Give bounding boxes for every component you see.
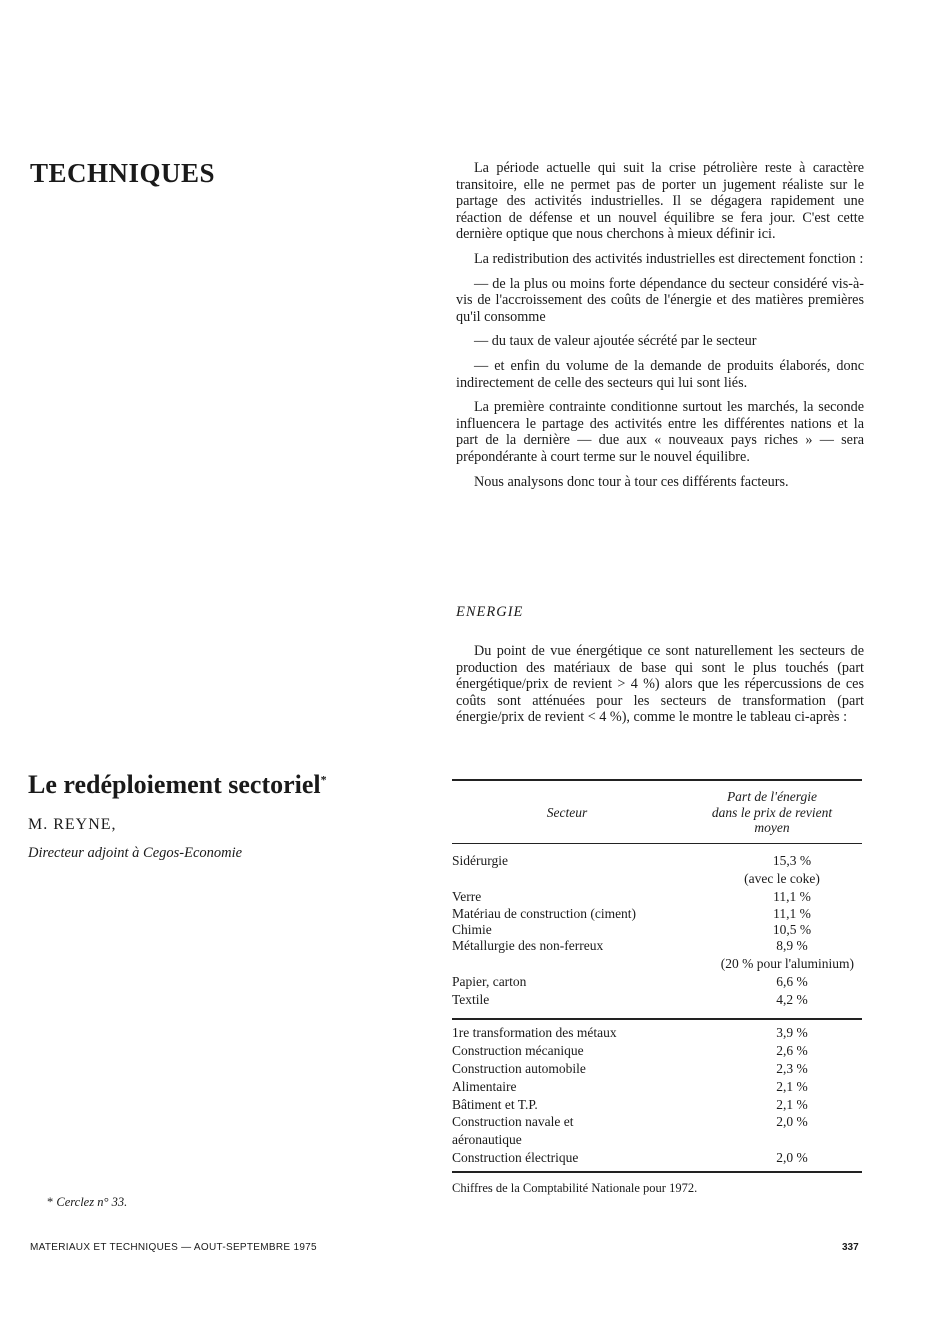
value-cell: 2,0 %: [776, 1114, 808, 1130]
sector-cell: Textile: [452, 991, 490, 1007]
value-note: (20 % pour l'aluminium): [720, 955, 854, 971]
intro-paragraph: — de la plus ou moins forte dépendance du secteur considéré vis-à-vis de l'accroissement des coûts de l'énergie et des matières premières qu'il consomme: [456, 275, 864, 325]
table-group-base-materials: [452, 844, 862, 1018]
sector-cell: Métallurgie des non-ferreux: [452, 938, 604, 954]
value-cell: 8,9 %: [776, 938, 808, 954]
sector-cell: Sidérurgie: [452, 853, 508, 868]
table-row: [452, 1149, 862, 1167]
sector-cell: Construction navale et aéronautique: [452, 1114, 574, 1148]
value-cell: 2,0 %: [776, 1149, 808, 1165]
intro-paragraph: La redistribution des activités industrielles est directement fonction :: [474, 250, 864, 267]
footnote: [47, 1195, 127, 1210]
header-energy-share: [682, 781, 862, 843]
energy-subheading: ENERGIE: [456, 604, 524, 620]
sector-cell: Construction automobile: [452, 1060, 586, 1076]
table-row: [452, 1096, 862, 1114]
intro-paragraph: La période actuelle qui suit la crise pétrolière reste à caractère transitoire, elle ne permet pas de porter un jugement réaliste sur le partage des activités industrielles. Il se dégagera rapidement une réaction de défense et un nouvel équilibre se fera jour. C'est cette dernière optique que nous cherchons à mieux définir ici.: [456, 160, 864, 243]
intro-paragraph: — et enfin du volume de la demande de produits élaborés, donc indirectement de celle des secteurs qui lui sont liés.: [456, 357, 864, 391]
header-share-line: moyen: [754, 820, 790, 835]
table-row: [452, 1113, 862, 1149]
value-cell: 11,1 %: [773, 906, 811, 922]
value-cell: 2,3 %: [776, 1060, 808, 1076]
value-cell: 2,6 %: [776, 1043, 808, 1059]
article-title-text: Le redéploiement sectoriel: [28, 770, 321, 799]
running-footer: MATERIAUX ET TECHNIQUES — AOUT-SEPTEMBRE 1975: [30, 1242, 317, 1253]
table-row-note: [452, 955, 862, 973]
author-name: M. REYNE,: [28, 816, 117, 833]
footnote-text: Cerclez n° 33.: [56, 1195, 128, 1209]
table-row: [452, 852, 862, 870]
value-cell: 11,1 %: [773, 888, 811, 904]
header-sector: Secteur: [546, 805, 588, 821]
value-cell: 6,6 %: [776, 973, 808, 989]
energy-paragraph: Du point de vue énergétique ce sont naturellement les secteurs de production des matériaux de base qui sont le plus touchés (part énergétique/prix de revient > 4 %) alors que les répercussions de ces coûts sont atténuées pour les secteurs de transformation (part énergie/prix de revient < 4 %), comme le montre le tableau ci-après :: [456, 643, 864, 726]
intro-paragraph: — du taux de valeur ajoutée sécrété par le secteur: [474, 333, 757, 350]
table-row: [452, 923, 862, 937]
intro-paragraph: La première contrainte conditionne surtout les marchés, la seconde influencera le partage des activités entre les différentes nations et la part de la dernière — due aux « nouveaux pays riches » — sera prépondérante à court terme sur le nouvel équilibre.: [456, 399, 864, 465]
section-heading: TECHNIQUES: [30, 158, 216, 188]
sector-cell: Construction mécanique: [452, 1043, 584, 1059]
table-row: [452, 905, 862, 923]
table-row: [452, 1060, 862, 1078]
sector-cell: Verre: [452, 888, 482, 904]
sector-cell: Alimentaire: [452, 1078, 517, 1094]
sector-cell: Chimie: [452, 922, 492, 938]
intro-paragraph: Nous analysons donc tour à tour ces différents facteurs.: [474, 473, 789, 490]
intro-text: [456, 160, 864, 498]
table-row: [452, 973, 862, 991]
value-note: (avec le coke): [744, 870, 820, 886]
table-row: [452, 1024, 862, 1042]
sector-cell: Construction électrique: [452, 1149, 579, 1165]
table-row: [452, 1078, 862, 1096]
header-share-line: dans le prix de revient: [711, 804, 833, 820]
value-cell: 10,5 %: [772, 922, 812, 938]
table-source: Chiffres de la Comptabilité Nationale pour 1972.: [452, 1180, 698, 1195]
value-cell: 15,3 %: [772, 853, 812, 868]
value-cell: 3,9 %: [776, 1025, 808, 1041]
sector-cell: 1re transformation des métaux: [452, 1025, 617, 1041]
table-group-transformation: [452, 1020, 862, 1170]
value-cell: 2,1 %: [776, 1096, 808, 1112]
table-row: [452, 991, 862, 1009]
table-row: [452, 888, 862, 906]
table-row: [452, 1042, 862, 1060]
sector-cell: Matériau de construction (ciment): [452, 906, 637, 922]
sector-cell: Bâtiment et T.P.: [452, 1096, 538, 1112]
table-row: [452, 937, 862, 955]
article-title: [28, 770, 327, 800]
footnote-marker: *: [47, 1195, 54, 1209]
value-cell: 4,2 %: [776, 991, 808, 1007]
sector-cell: Papier, carton: [452, 973, 527, 989]
table-row-note: [452, 870, 862, 888]
header-share-line: Part de l'énergie: [726, 789, 818, 804]
page-number: 337: [842, 1242, 859, 1253]
table-bottom-rule: [452, 1171, 862, 1173]
title-footnote-marker: *: [320, 772, 327, 787]
author-role: Directeur adjoint à Cegos-Economie: [28, 845, 243, 861]
table-header: [452, 781, 862, 843]
energy-share-table: [452, 779, 862, 1196]
value-cell: 2,1 %: [776, 1078, 808, 1094]
energy-text: [456, 643, 864, 734]
